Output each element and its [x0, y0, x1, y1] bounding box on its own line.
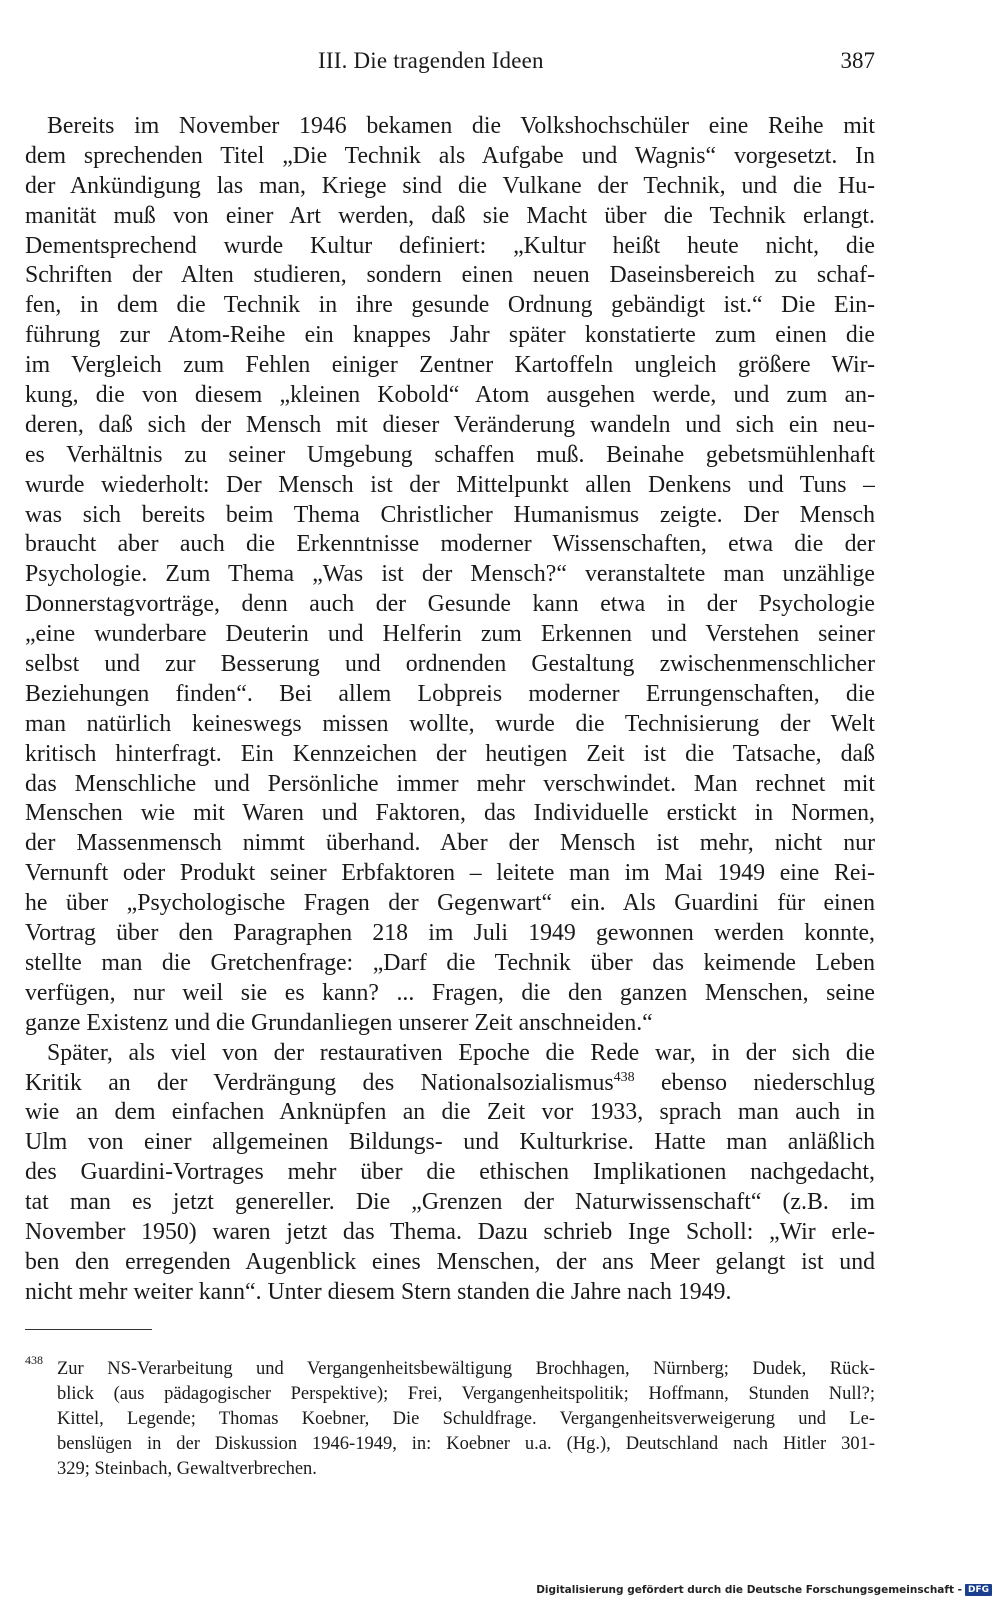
footnote-line: Zur NS-Verarbeitung und Vergangenheitsbewältigung Brochhagen, Nürnberg; Dudek, Rück-: [57, 1359, 875, 1379]
text-line: verfügen, nur weil sie es kann? ... Fragen, die den ganzen Menschen, seine: [25, 979, 875, 1006]
text-line: wie an dem einfachen Anknüpfen an die Zeit vor 1933, sprach man auch in: [25, 1099, 875, 1126]
text-line: des Guardini-Vortrages mehr über die ethischen Implikationen nachgedacht,: [25, 1159, 875, 1186]
page-header: [25, 48, 875, 80]
text-line: Menschen wie mit Waren und Faktoren, das Individuelle erstickt in Normen,: [25, 800, 875, 827]
text-line: deren, daß sich der Mensch mit dieser Veränderung wandeln und sich ein neu-: [25, 411, 875, 438]
text-line-with-footnote-ref: [25, 1069, 875, 1099]
text-line: Dementsprechend wurde Kultur definiert: „Kultur heißt heute nicht, die: [25, 232, 875, 259]
text-line: ganze Existenz und die Grundanliegen unserer Zeit anschneiden.“: [25, 1009, 653, 1036]
text-line: nicht mehr weiter kann“. Unter diesem Stern standen die Jahre nach 1949.: [25, 1278, 732, 1305]
text-line: kritisch hinterfragt. Ein Kennzeichen der heutigen Zeit ist die Tatsache, daß: [25, 740, 875, 767]
text-line: stellte man die Gretchenfrage: „Darf die Technik über das keimende Leben: [25, 949, 875, 976]
text-line: was sich bereits beim Thema Christlicher Humanismus zeigte. Der Mensch: [25, 501, 875, 528]
footnote-reference[interactable]: 438: [613, 1069, 635, 1085]
paragraph-1: [25, 112, 875, 1039]
text-line: „eine wunderbare Deuterin und Helferin zum Erkennen und Verstehen seiner: [25, 621, 875, 648]
footnote-number: 438: [25, 1353, 43, 1367]
text-line: Ulm von einer allgemeinen Bildungs- und Kulturkrise. Hatte man anläßlich: [25, 1129, 875, 1156]
text-line: Donnerstagvorträge, denn auch der Gesunde kann etwa in der Psychologie: [25, 591, 875, 618]
text-line: tat man es jetzt genereller. Die „Grenzen der Naturwissenschaft“ (z.B. im: [25, 1189, 875, 1216]
page-number: 387: [840, 48, 875, 73]
text-line: November 1950) waren jetzt das Thema. Dazu schrieb Inge Scholl: „Wir erle-: [25, 1218, 875, 1245]
digitization-credit: [536, 1584, 992, 1596]
text-line: Schriften der Alten studieren, sondern einen neuen Daseinsbereich zu schaf-: [25, 262, 875, 289]
text-line: führung zur Atom-Reihe ein knappes Jahr später konstatierte zum einen die: [25, 322, 875, 349]
text-fragment: Kritik an der Verdrängung des Nationalsozialismus: [25, 1069, 614, 1096]
footnote-line: blick (aus pädagogischer Perspektive); Frei, Vergangenheitspolitik; Hoffmann, Stunden Null?;: [57, 1384, 875, 1404]
text-line: das Menschliche und Persönliche immer mehr verschwindet. Man rechnet mit: [25, 770, 875, 797]
text-line: im Vergleich zum Fehlen einiger Zentner Kartoffeln ungleich größere Wir-: [25, 352, 875, 379]
text-line: kung, die von diesem „kleinen Kobold“ Atom ausgehen werde, und zum an-: [25, 382, 875, 409]
footnote-line: 329; Steinbach, Gewaltverbrechen.: [57, 1459, 317, 1479]
text-line: Vortrag über den Paragraphen 218 im Juli 1949 gewonnen werden konnte,: [25, 920, 875, 947]
text-fragment: ebenso niederschlug: [634, 1069, 875, 1096]
text-line: manität muß von einer Art werden, daß sie Macht über die Technik erlangt.: [25, 202, 875, 229]
digitization-text: Digitalisierung gefördert durch die Deutsche Forschungsgemeinschaft -: [536, 1584, 962, 1596]
text-line: selbst und zur Besserung und ordnenden Gestaltung zwischenmenschlicher: [25, 651, 875, 678]
text-line: der Massenmensch nimmt überhand. Aber der Mensch ist mehr, nicht nur: [25, 830, 875, 857]
text-line: wurde wiederholt: Der Mensch ist der Mittelpunkt allen Denkens und Tuns –: [25, 471, 875, 498]
running-head-title: III. Die tragenden Ideen: [318, 48, 544, 73]
footnote-438: [25, 1353, 875, 1482]
footnote-divider: [25, 1329, 152, 1330]
text-line: es Verhältnis zu seiner Umgebung schaffen muß. Beinahe gebetsmühlenhaft: [25, 441, 875, 468]
text-line: der Ankündigung las man, Kriege sind die Vulkane der Technik, und die Hu-: [25, 172, 875, 199]
text-line: Vernunft oder Produkt seiner Erbfaktoren – leitete man im Mai 1949 eine Rei-: [25, 860, 875, 887]
text-line: Beziehungen finden“. Bei allem Lobpreis moderner Errungenschaften, die: [25, 680, 875, 707]
text-line: ben den erregenden Augenblick eines Menschen, der ans Meer gelangt ist und: [25, 1248, 875, 1275]
footnote-line: benslügen in der Diskussion 1946-1949, in: Koebner u.a. (Hg.), Deutschland nach Hitler 301-: [57, 1434, 875, 1454]
footnote-line: Kittel, Legende; Thomas Koebner, Die Schuldfrage. Vergangenheitsverweigerung und Le-: [57, 1409, 875, 1429]
text-line: braucht aber auch die Erkenntnisse moderner Wissenschaften, etwa die der: [25, 531, 875, 558]
text-line: fen, in dem die Technik in ihre gesunde Ordnung gebändigt ist.“ Die Ein-: [25, 292, 875, 319]
body-text: [25, 112, 875, 1308]
text-line: Später, als viel von der restaurativen Epoche die Rede war, in der sich die: [47, 1039, 875, 1066]
text-line: he über „Psychologische Fragen der Gegenwart“ ein. Als Guardini für einen: [25, 890, 875, 917]
dfg-logo: DFG: [965, 1584, 992, 1596]
text-line: Bereits im November 1946 bekamen die Volkshochschüler eine Reihe mit: [47, 113, 875, 139]
text-line: dem sprechenden Titel „Die Technik als Aufgabe und Wagnis“ vorgesetzt. In: [25, 142, 875, 169]
text-line: man natürlich keineswegs missen wollte, wurde die Technisierung der Welt: [25, 710, 875, 737]
text-line: Psychologie. Zum Thema „Was ist der Mensch?“ veranstaltete man unzählige: [25, 561, 875, 588]
paragraph-2: [25, 1039, 875, 1308]
